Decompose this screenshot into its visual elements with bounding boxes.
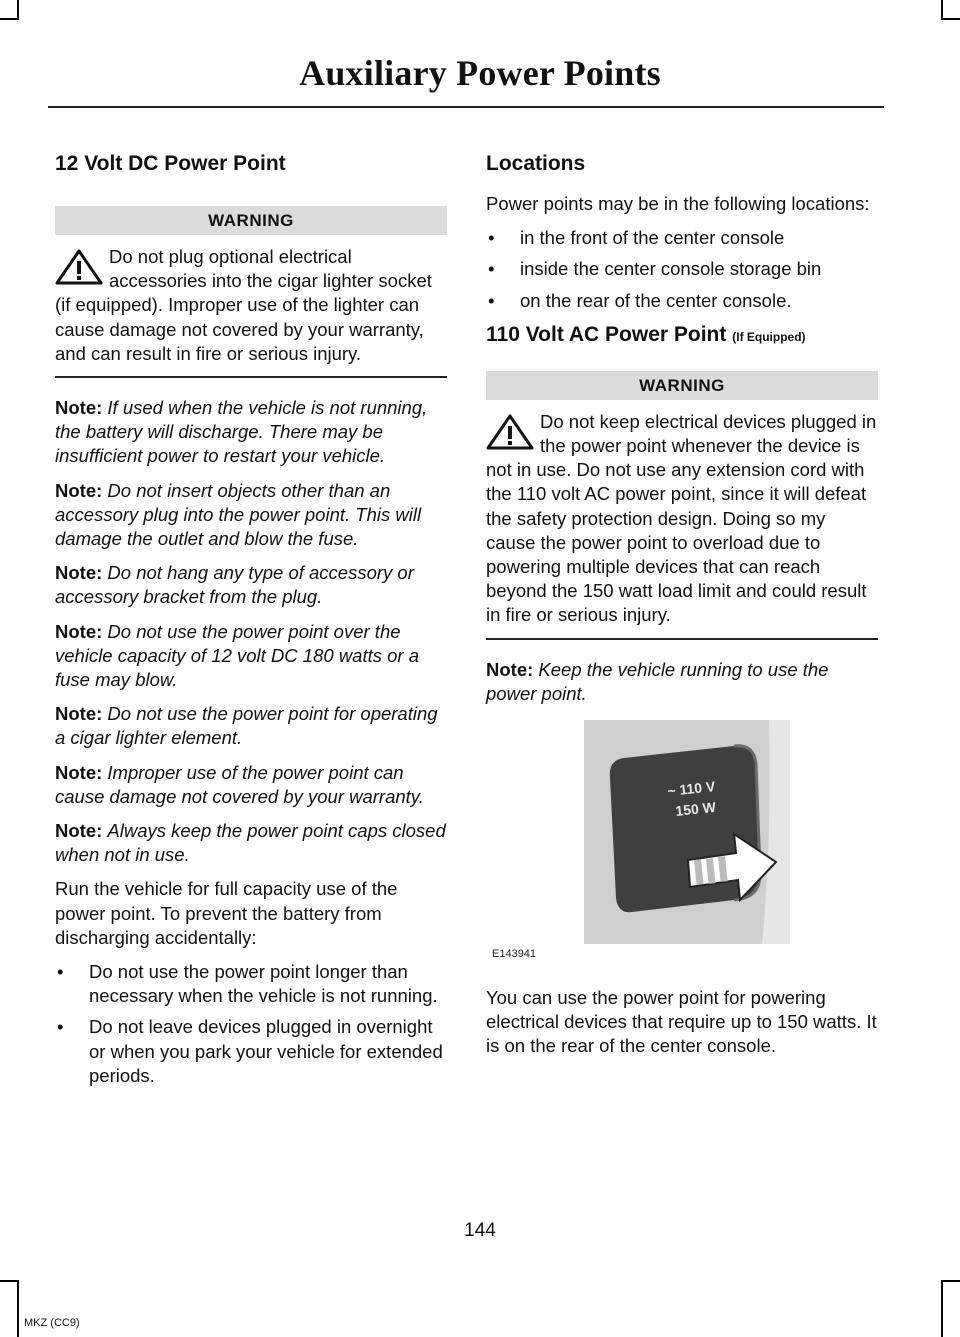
section-heading-locations: Locations xyxy=(486,152,586,175)
note-label: Note: xyxy=(55,562,103,584)
figure-caption: E143941 xyxy=(492,948,537,961)
warning-triangle-icon xyxy=(486,414,534,450)
note-label: Note: xyxy=(55,397,103,419)
note xyxy=(55,702,447,750)
note xyxy=(55,819,447,867)
note-label: Note: xyxy=(55,820,103,842)
note-label: Note: xyxy=(55,761,103,783)
section-heading-110v xyxy=(486,321,878,351)
right-column xyxy=(486,150,878,1069)
locations-list xyxy=(486,226,878,313)
crop-mark xyxy=(17,1280,19,1337)
section-heading-12v: 12 Volt DC Power Point xyxy=(55,152,286,175)
warning-triangle-icon xyxy=(55,249,103,285)
model-code: MKZ (CC9) xyxy=(24,1317,80,1329)
note xyxy=(55,479,447,552)
power-outlet-illustration xyxy=(584,720,790,944)
note-label: Note: xyxy=(55,620,103,642)
note-text: Do not use the power point for operating a cigar lighter element. xyxy=(55,703,438,749)
note xyxy=(55,761,447,809)
warning-text: Do not plug optional electrical accessories into the cigar lighter socket (if equipped). Improper use of the lighter can cause damage not covered by your warranty, and can result in fire or serious injury. xyxy=(55,246,432,364)
bullet-list xyxy=(55,960,447,1088)
crop-mark xyxy=(17,0,19,20)
crop-mark xyxy=(942,18,960,20)
note xyxy=(55,396,447,469)
note xyxy=(486,658,878,706)
note-text: Do not insert objects other than an accessory plug into the power point. This will damage the outlet and blow the fuse. xyxy=(55,479,422,550)
warning-label: WARNING xyxy=(486,371,878,400)
warning-box xyxy=(55,245,447,366)
locations-intro: Power points may be in the following locations: xyxy=(486,193,870,214)
note-text: Always keep the power point caps closed when not in use. xyxy=(55,820,446,866)
closing-paragraph: You can use the power point for powering electrical devices that require up to 150 watts. It is on the rear of the center console. xyxy=(486,987,877,1057)
list-item: • Do not use the power point longer than necessary when the vehicle is not running. xyxy=(55,960,447,1008)
note-label: Note: xyxy=(55,703,103,725)
note-text: If used when the vehicle is not running, the battery will discharge. There may be insufficient power to restart your vehicle. xyxy=(55,397,428,467)
crop-mark xyxy=(0,18,18,20)
note xyxy=(55,620,447,693)
note-text: Do not use the power point over the vehicle capacity of 12 volt DC 180 watts or a fuse may blow. xyxy=(55,620,420,691)
warning-rule xyxy=(486,638,878,640)
list-item: • Do not leave devices plugged in overnight or when you park your vehicle for extended periods. xyxy=(55,1015,447,1088)
warning-label: WARNING xyxy=(55,206,447,235)
page-number: 144 xyxy=(464,1220,496,1241)
heading-suffix: (If Equipped) xyxy=(732,329,806,344)
wattage-label: 150 W xyxy=(674,798,717,820)
list-item: • in the front of the center console xyxy=(486,226,878,250)
note-text: Do not hang any type of accessory or accessory bracket from the plug. xyxy=(55,562,414,608)
crop-mark xyxy=(0,1280,18,1282)
warning-text: Do not keep electrical devices plugged in the power point whenever the device is not in use. Do not use any extension cord with the 110 volt AC power point, since it will defeat the safety protection design. Doing so my cause the power point to overload due to powering multiple devices that can reach beyond the 150 watt load limit and could result in fire or serious injury. xyxy=(486,410,877,626)
note xyxy=(55,561,447,609)
crop-mark xyxy=(941,1280,943,1337)
note-text: Keep the vehicle running to use the power point. xyxy=(486,658,829,704)
note-text: Improper use of the power point can cause damage not covered by your warranty. xyxy=(55,761,424,807)
crop-mark xyxy=(942,1280,960,1282)
warning-box xyxy=(486,410,878,628)
list-item: • inside the center console storage bin xyxy=(486,257,878,281)
heading-text: 110 Volt AC Power Point xyxy=(486,322,727,346)
list-item: • on the rear of the center console. xyxy=(486,289,878,313)
voltage-label: ~ 110 V xyxy=(666,778,716,800)
body-paragraph: Run the vehicle for full capacity use of the power point. To prevent the battery from discharging accidentally: xyxy=(55,878,398,948)
warning-rule xyxy=(55,376,447,378)
left-column xyxy=(55,150,447,1096)
page-title: Auxiliary Power Points xyxy=(299,53,661,93)
header-rule xyxy=(48,106,884,108)
crop-mark xyxy=(941,0,943,20)
note-label: Note: xyxy=(486,658,534,680)
note-label: Note: xyxy=(55,479,103,501)
power-point-figure xyxy=(486,720,878,970)
